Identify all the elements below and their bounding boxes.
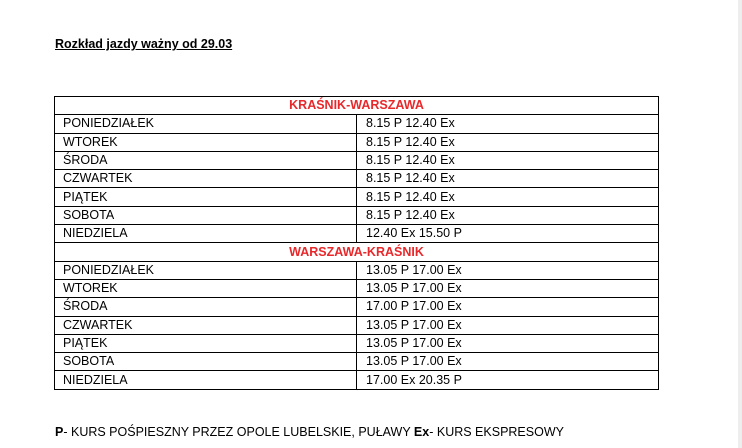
table-row (55, 261, 659, 279)
times-cell: 13.05 P 17.00 Ex (357, 279, 659, 297)
times-cell: 17.00 Ex 20.35 P (357, 371, 659, 389)
day-cell: SOBOTA (55, 206, 357, 224)
table-row (55, 298, 659, 316)
legend-ex-text: - KURS EKSPRESOWY (429, 425, 564, 439)
times-cell: 8.15 P 12.40 Ex (357, 151, 659, 169)
times-cell: 8.15 P 12.40 Ex (357, 115, 659, 133)
page-edge (738, 0, 742, 448)
table-row (55, 206, 659, 224)
table-row (55, 188, 659, 206)
legend-p-text: - KURS POŚPIESZNY PRZEZ OPOLE LUBELSKIE, PUŁAWY (63, 425, 414, 439)
day-cell: CZWARTEK (55, 316, 357, 334)
section-header-row (55, 243, 659, 261)
day-cell: PIĄTEK (55, 188, 357, 206)
legend-note (55, 425, 564, 439)
day-cell: ŚRODA (55, 298, 357, 316)
table-row (55, 115, 659, 133)
day-cell: ŚRODA (55, 151, 357, 169)
table-row (55, 316, 659, 334)
times-cell: 13.05 P 17.00 Ex (357, 261, 659, 279)
day-cell: NIEDZIELA (55, 371, 357, 389)
section-header: KRAŚNIK-WARSZAWA (55, 97, 659, 115)
section-header: WARSZAWA-KRAŚNIK (55, 243, 659, 261)
times-cell: 12.40 Ex 15.50 P (357, 225, 659, 243)
table-row (55, 279, 659, 297)
day-cell: WTOREK (55, 133, 357, 151)
day-cell: CZWARTEK (55, 170, 357, 188)
day-cell: WTOREK (55, 279, 357, 297)
table-row (55, 170, 659, 188)
legend-ex-key: Ex (413, 425, 430, 439)
table-row (55, 225, 659, 243)
times-cell: 8.15 P 12.40 Ex (357, 170, 659, 188)
section-header-row (55, 97, 659, 115)
day-cell: PIĄTEK (55, 334, 357, 352)
legend-p-key: P (55, 425, 64, 439)
times-cell: 8.15 P 12.40 Ex (357, 133, 659, 151)
times-cell: 8.15 P 12.40 Ex (357, 188, 659, 206)
table-row (55, 133, 659, 151)
table-row (55, 151, 659, 169)
table-row (55, 371, 659, 389)
document-title: Rozkład jazdy ważny od 29.03 (55, 37, 233, 51)
times-cell: 8.15 P 12.40 Ex (357, 206, 659, 224)
day-cell: PONIEDZIAŁEK (55, 261, 357, 279)
times-cell: 17.00 P 17.00 Ex (357, 298, 659, 316)
times-cell: 13.05 P 17.00 Ex (357, 316, 659, 334)
times-cell: 13.05 P 17.00 Ex (357, 334, 659, 352)
day-cell: PONIEDZIAŁEK (55, 115, 357, 133)
day-cell: SOBOTA (55, 353, 357, 371)
schedule-table (54, 96, 659, 390)
table-row (55, 353, 659, 371)
times-cell: 13.05 P 17.00 Ex (357, 353, 659, 371)
table-row (55, 334, 659, 352)
day-cell: NIEDZIELA (55, 225, 357, 243)
